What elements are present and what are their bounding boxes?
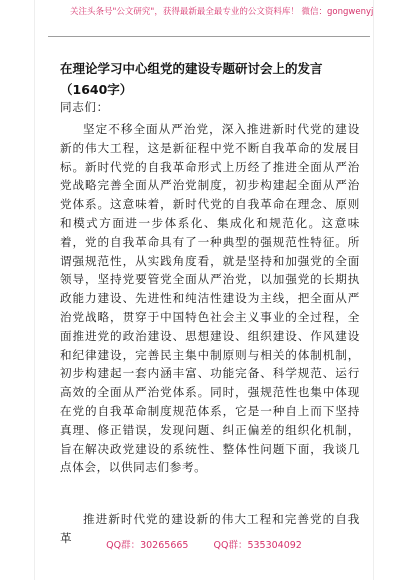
document-title: 在理论学习中心组党的建设专题研讨会上的发言（1640字） bbox=[60, 61, 323, 97]
header-divider bbox=[48, 36, 370, 37]
salutation: 同志们： bbox=[60, 100, 109, 114]
footer-qq-group-1: QQ群：30265665 bbox=[106, 540, 189, 551]
header-banner: 关注头条号"公文研究"，获得最新最全最专业的公文资料库！ 微信：gongwenyj bbox=[70, 7, 374, 17]
footer bbox=[0, 537, 408, 551]
paragraph-2: 推进新时代党的建设新的伟大工程和完善党的自我革 bbox=[60, 512, 360, 545]
paragraph-1: 坚定不移全面从严治党，深入推进新时代党的建设新的伟大工程，这是新征程中党不断自我革命的发展目标。新时代党的自我革命形式上历经了推进全面从严治党战略完善全面从严治党制度，初步构建起全面从严治党体系。这意味着，新时代党的自我革命在理念、原则和模式方面进一步体系化、集成化和规范化。这意味着，党的自我革命具有了一种典型的强规范性特征。所谓强规范性，从实践角度看，就是坚持和加强党的全面领导，坚持党要管党全面从严治党，以加强党的长期执政能力建设、先进性和纯洁性建设为主线，把全面从严治党战略，贯穿于中国特色社会主义事业的全过程，全面推进党的政治建设、思想建设、组织建设、作风建设和纪律建设，完善民主集中制原则与相关的体制机制，初步构建起一套内涵丰富、功能完备、科学规范、运行高效的全面从严治党体系。同时，强规范性也集中体现在党的自我革命制度规范体系，它是一种自上而下坚持真理、修正错误，发现问题、纠正偏差的组织化机制，旨在解决政党建设的系统性、整体性问题下面，我谈几点体会，以供同志们参考。 bbox=[60, 122, 360, 475]
footer-qq-group-2: QQ群：535304092 bbox=[213, 540, 302, 551]
